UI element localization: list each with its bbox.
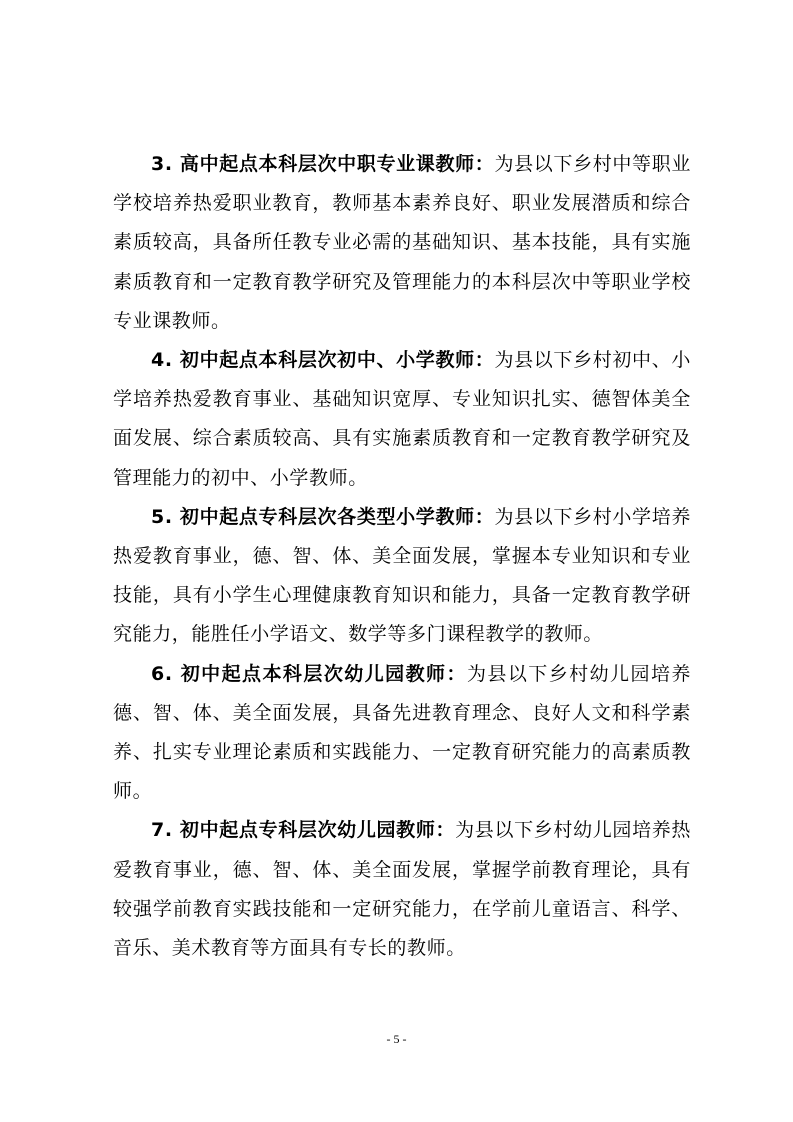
item-7-body: 为县以下乡村幼儿园培养热爱教育事业，德、智、体、美全面发展，掌握学前教育理论，具有较强学前教育实践技能和一定研究能力，在学前儿童语言、科学、音乐、美术教育等方面具有专长的教师。 — [113, 819, 691, 960]
item-5-heading: 5. 初中起点专科层次各类型小学教师： — [151, 505, 495, 528]
page-number: - 5 - — [386, 1032, 407, 1046]
item-6-body: 为县以下乡村幼儿园培养德、智、体、美全面发展，具备先进教育理念、良好人文和科学素养、扎实专业理论素质和实践能力、一定教育研究能力的高素质教师。 — [113, 662, 691, 803]
paragraph-item-4 — [113, 341, 691, 498]
item-6-heading: 6. 初中起点本科层次幼儿园教师： — [151, 662, 467, 685]
item-4-heading: 4. 初中起点本科层次初中、小学教师： — [151, 349, 495, 372]
item-3-body: 为县以下乡村中等职业学校培养热爱职业教育，教师基本素养良好、职业发展潜质和综合素质较高，具备所任教专业必需的基础知识、基本技能，具有实施素质教育和一定教育教学研究及管理能力的本科层次中等职业学校专业课教师。 — [113, 153, 691, 332]
item-3-heading: 3. 高中起点本科层次中职专业课教师： — [151, 153, 495, 175]
paragraph-item-6 — [113, 655, 691, 812]
document-body — [113, 145, 691, 968]
item-5-body: 为县以下乡村小学培养热爱教育事业，德、智、体、美全面发展，掌握本专业知识和专业技能，具有小学生心理健康教育知识和能力，具备一定教育教学研究能力，能胜任小学语文、数学等多门课程教学的教师。 — [113, 505, 691, 646]
paragraph-item-7 — [113, 811, 691, 968]
item-7-heading: 7. 初中起点专科层次幼儿园教师： — [151, 819, 456, 842]
paragraph-item-5 — [113, 498, 691, 655]
item-4-body: 为县以下乡村初中、小学培养热爱教育事业、基础知识宽厚、专业知识扎实、德智体美全面发展、综合素质较高、具有实施素质教育和一定教育教学研究及管理能力的初中、小学教师。 — [113, 349, 691, 489]
paragraph-item-3 — [113, 145, 691, 341]
